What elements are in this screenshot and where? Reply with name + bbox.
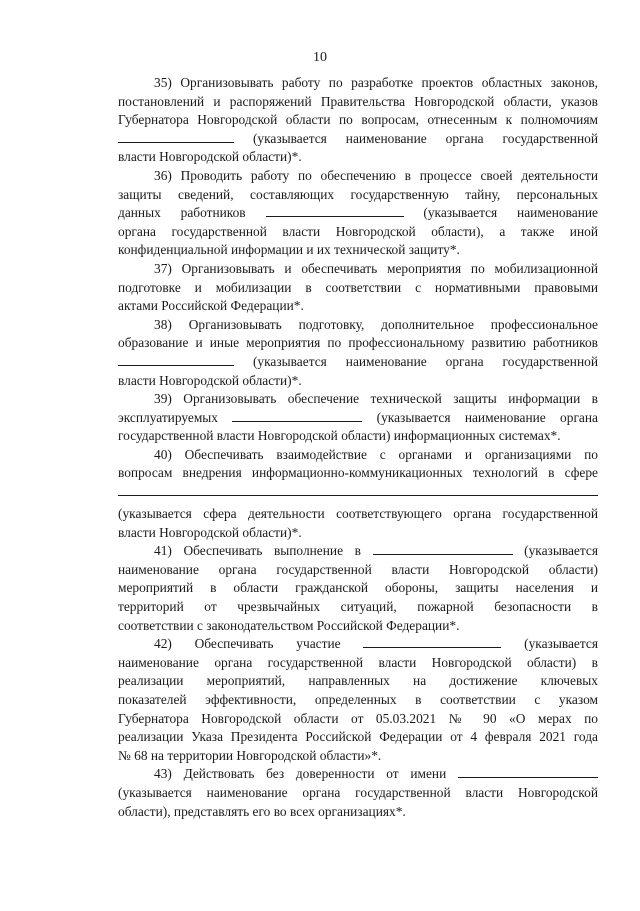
paragraph-43 [118, 765, 598, 821]
text-line: наименование органа государственной власти Новгородской области) [118, 561, 598, 577]
text-line: 36) Проводить работу по обеспечению в процессе своей деятельности [154, 167, 598, 183]
text-line: реализации Указа Президента Российской Федерации от 4 февраля 2021 года [118, 729, 598, 745]
blank-field [118, 353, 234, 366]
text-line: защиты сведений, составляющих государственную тайну, персональных [118, 186, 598, 202]
text-fragment: (указывается наименование [423, 205, 598, 221]
text-line: власти Новгородской области)*. [118, 149, 302, 165]
text-line: вопросам внедрения информационно-коммуникационных технологий в сфере [118, 465, 598, 481]
text-line: органа государственной власти Новгородской области), а также иной [118, 223, 598, 239]
document-body [118, 74, 598, 821]
text-line: Губернатора Новгородской области по вопросам, отнесенным к полномочиям [118, 112, 598, 128]
text-line: № 68 на территории Новгородской области»*. [118, 747, 382, 763]
blank-field [363, 635, 501, 648]
blank-field [266, 204, 404, 217]
text-line-with-blank [118, 353, 598, 372]
text-line: конфиденциальной информации и их технической защиту*. [118, 242, 460, 258]
text-fragment: (указывается наименование органа государственной [252, 130, 598, 146]
text-line-with-blank [118, 542, 598, 561]
paragraph-37 [118, 260, 598, 316]
paragraph-36 [118, 167, 598, 260]
text-fragment: эксплуатируемых [118, 409, 218, 425]
text-line: (указывается сфера деятельности соответствующего органа государственной [118, 506, 598, 522]
text-fragment: 42) Обеспечивать участие [154, 636, 341, 652]
text-line: области), представлять его во всех организациях*. [118, 803, 406, 819]
text-line: мероприятий в области гражданской обороны, защиты населения и [118, 580, 598, 596]
text-line: власти Новгородской области)*. [118, 524, 302, 540]
text-line: реализации мероприятий, направленных на достижение ключевых [118, 673, 598, 689]
text-line: 39) Организовывать обеспечение технической защиты информации в [154, 391, 598, 407]
blank-field [458, 765, 598, 778]
text-line: власти Новгородской области)*. [118, 372, 302, 388]
text-line-with-blank [118, 635, 598, 654]
text-fragment: (указывается наименование органа [376, 409, 598, 425]
text-line-with-blank [118, 130, 598, 149]
blank-line [118, 483, 598, 505]
text-line: соответствии с законодательством Российской Федерации*. [118, 617, 460, 633]
text-line: 38) Организовывать подготовку, дополнительное профессиональное [154, 316, 598, 332]
text-line-with-blank [118, 409, 598, 428]
text-line: подготовке и мобилизации в соответствии с нормативными правовыми [118, 279, 598, 295]
text-line: (указывается наименование органа государственной власти Новгородской [118, 784, 598, 800]
text-line: 37) Организовывать и обеспечивать мероприятия по мобилизационной [154, 260, 598, 276]
text-line: показателей эффективности, определенных в соответствии с указом [118, 692, 598, 707]
blank-field [373, 542, 513, 555]
paragraph-39 [118, 390, 598, 446]
text-line: 35) Организовывать работу по разработке проектов областных законов, [154, 75, 598, 90]
paragraph-38 [118, 316, 598, 390]
text-line: Губернатора Новгородской области от 05.03.2021 № 90 «О мерах по [118, 710, 598, 726]
text-line: 40) Обеспечивать взаимодействие с органами и организациями по [154, 446, 598, 462]
page-number: 10 [313, 50, 327, 65]
paragraph-40 [118, 446, 598, 542]
blank-field [232, 409, 362, 422]
text-fragment: данных работников [118, 205, 246, 221]
text-line-with-blank [118, 765, 598, 784]
paragraph-35 [118, 74, 598, 167]
text-fragment: (указывается наименование органа государственной [252, 353, 598, 369]
text-fragment: 43) Действовать без доверенности от имени [154, 766, 447, 782]
paragraph-42 [118, 635, 598, 765]
text-line: постановлений и распоряжений Правительства Новгородской области, указов [118, 93, 598, 109]
blank-field [118, 130, 234, 143]
text-fragment: (указывается [524, 543, 598, 559]
text-fragment: (указывается [524, 636, 598, 652]
text-line: наименование органа государственной власти Новгородской области) в [118, 654, 598, 670]
text-line: территорий от чрезвычайных ситуаций, пожарной безопасности в [118, 599, 598, 615]
paragraph-41 [118, 542, 598, 635]
text-line: государственной власти Новгородской области) информационных системах*. [118, 428, 561, 444]
text-line: образование и иные мероприятия по профессиональному развитию работников [118, 335, 598, 351]
text-line: актами Российской Федерации*. [118, 298, 304, 314]
blank-field [118, 483, 598, 496]
text-line-with-blank [118, 204, 598, 223]
text-fragment: 41) Обеспечивать выполнение в [154, 543, 361, 559]
